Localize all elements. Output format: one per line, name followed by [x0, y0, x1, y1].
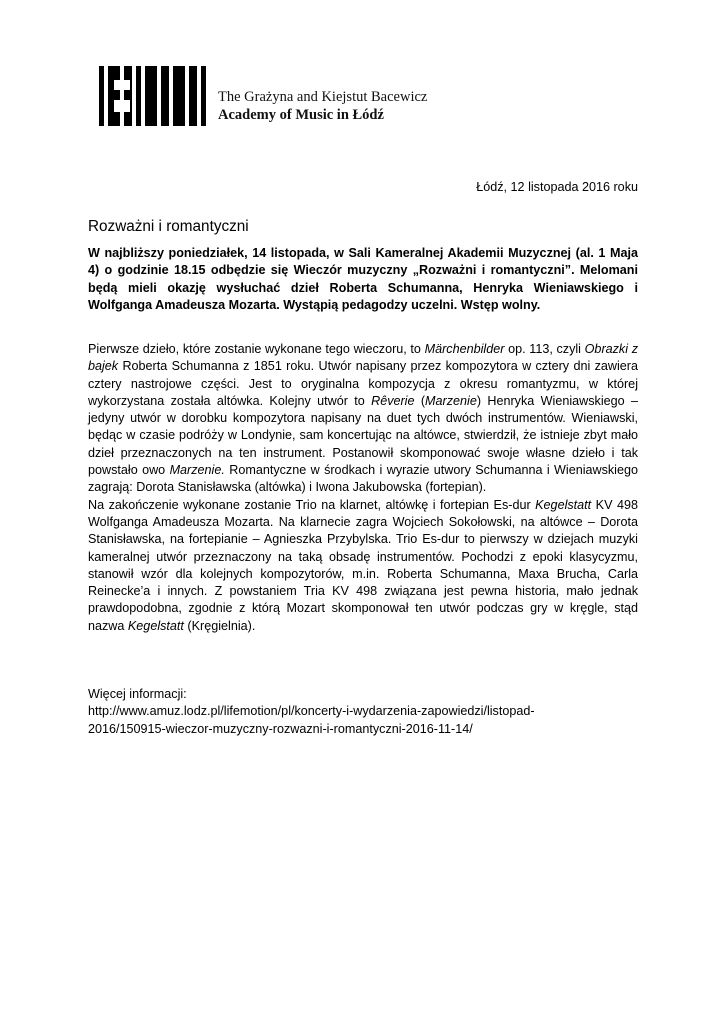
body-text	[88, 341, 638, 635]
paragraph-2: Na zakończenie wykonane zostanie Trio na klarnet, altówkę i fortepian Es-dur Kegelstatt KV 498 Wolfganga Amadeusza Mozarta. Na klarnecie zagra Wojciech Sokołowski, na altówce – Dorota Stanisławska, na fortepianie – Agnieszka Przybylska. Trio Es-dur to pierwszy w dziejach muzyki kameralnej utwór przeznaczony na taką obsadę instrumentów. Pochodzi z epoki klasycyzmu, stanowił wzór dla kolejnych kompozytorów, m.in. Roberta Schumanna, Maxa Brucha, Carla Reinecke’a i innych. Z powstaniem Tria KV 498 związana jest pewna historia, mało jednak prawdopodobna, zgodnie z którą Mozart skomponował ten utwór podczas gry w kręgle, stąd nazwa Kegelstatt (Kręgielnia).	[88, 497, 638, 633]
more-info-link[interactable]	[88, 704, 535, 735]
academy-name-line2: Academy of Music in Łódź	[218, 107, 384, 123]
paragraph-1: Pierwsze dzieło, które zostanie wykonane tego wieczoru, to Märchenbilder op. 113, czyli Obrazki z bajek Roberta Schumanna z 1851 roku. Utwór napisany przez kompozytora w cztery dni zawiera cztery nastrojowe części. Jest to oryginalna kompozycja z okresu romantyzmu, w której wykorzystana została altówka. Kolejny utwór to Rêverie (Marzenie) Henryka Wieniawskiego – jedyny utwór w dorobku kompozytora napisany na duet tych dwóch instrumentów. Wieniawski, będąc w czasie podróży w Londynie, sam koncertując na altówce, stwierdził, że istnieje zbyt mało dzieł przeznaczonych na ten instrument. Postanowił skomponować swoje własne dzieło i tak powstało owo Marzenie. Romantyczne w środkach i wyrazie utwory Schumanna i Wieniawskiego zagrają: Dorota Stanisławska (altówka) i Iwona Jakubowska (fortepian).	[88, 342, 638, 495]
piano-keys-logo-mark	[94, 66, 207, 126]
more-info	[88, 686, 648, 738]
academy-name-line1: The Grażyna and Kiejstut Bacewicz	[218, 89, 428, 105]
lead-paragraph: W najbliższy poniedziałek, 14 listopada, w Sali Kameralnej Akademii Muzycznej (al. 1 Maja 4) o godzinie 18.15 odbędzie się Wieczór muzyczny „Rozważni i romantyczni”. Melomani będą mieli okazję wysłuchać dzieł Roberta Schumanna, Henryka Wieniawskiego i Wolfganga Amadeusza Mozarta. Wystąpią pedagodzy uczelni. Wstęp wolny.	[88, 246, 638, 312]
document-date: Łódź, 12 listopada 2016 roku	[476, 180, 638, 194]
more-info-label: Więcej informacji:	[88, 687, 187, 701]
more-info-url-line2[interactable]: 2016/150915-wieczor-muzyczny-rozwazni-i-romantyczni-2016-11-14/	[88, 721, 473, 736]
page-title: Rozważni i romantyczni	[88, 218, 249, 235]
academy-name	[218, 88, 427, 124]
more-info-url-line1[interactable]: http://www.amuz.lodz.pl/lifemotion/pl/koncerty-i-wydarzenia-zapowiedzi/listopad-	[88, 704, 535, 719]
